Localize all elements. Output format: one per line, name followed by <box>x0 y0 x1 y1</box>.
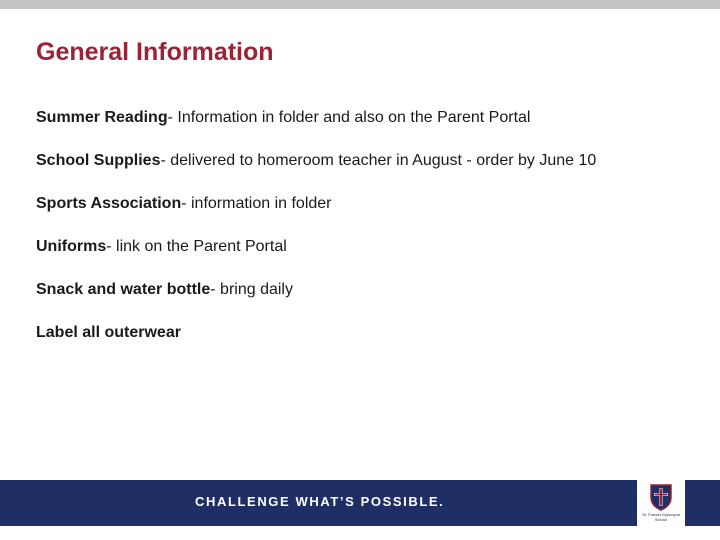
list-item-label-outerwear <box>36 322 666 343</box>
item-text: - delivered to homeroom teacher in August - order by June 10 <box>160 152 597 169</box>
shield-crest-icon <box>649 483 673 511</box>
list-item-uniforms <box>36 236 666 257</box>
list-item-school-supplies <box>36 150 666 171</box>
item-label: Uniforms <box>36 238 107 255</box>
item-text: - information in folder <box>181 195 332 212</box>
top-bar <box>0 0 720 9</box>
list-item-snack-water-bottle <box>36 279 666 300</box>
item-label: Label all outerwear <box>36 324 181 341</box>
footer-tagline: CHALLENGE WHAT’S POSSIBLE. <box>195 494 445 509</box>
item-text: - Information in folder and also on the Parent Portal <box>167 109 531 126</box>
list-item-summer-reading <box>36 107 666 128</box>
item-label: School Supplies <box>36 152 161 169</box>
item-label: Sports Association <box>36 195 182 212</box>
item-label: Snack and water bottle <box>36 281 211 298</box>
school-logo <box>637 480 685 526</box>
footer-band <box>0 480 720 526</box>
item-text: - link on the Parent Portal <box>106 238 287 255</box>
logo-text: St. Francis Episcopal School <box>642 512 680 522</box>
info-list <box>36 107 666 365</box>
item-label: Summer Reading <box>36 109 168 126</box>
item-text: - bring daily <box>210 281 293 298</box>
list-item-sports-association <box>36 193 666 214</box>
slide-title: General Information <box>36 38 274 66</box>
